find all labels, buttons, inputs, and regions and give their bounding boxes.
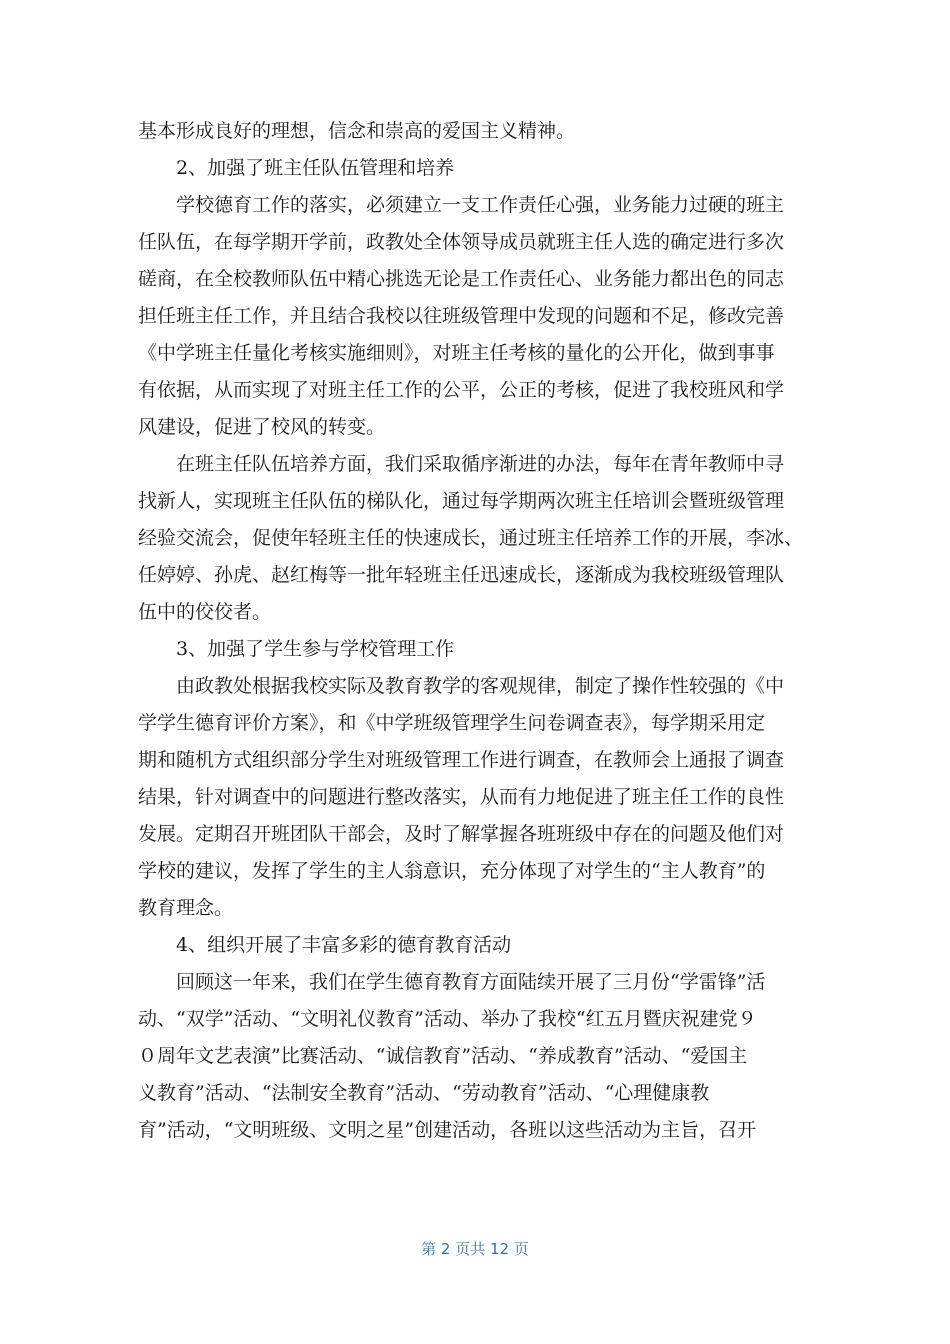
text-line: 发展。定期召开班团队干部会，及时了解掌握各班班级中存在的问题及他们对 [138, 823, 785, 845]
paragraph-start: 回顾这一年来，我们在学生德育教育方面陆续开展了三月份“学雷锋”活 [176, 971, 766, 993]
text-line: 学学生德育评价方案》，和《中学班级管理学生问卷调查表》，每学期采用定 [138, 712, 766, 734]
paragraph-start: 由政教处根据我校实际及教育教学的客观规律，制定了操作性较强的《中 [176, 675, 785, 697]
text-line: 任队伍，在每学期开学前，政教处全体领导成员就班主任人选的确定进行多次 [138, 231, 785, 253]
text-line: 《中学班主任量化考核实施细则》，对班主任考核的量化的公开化，做到事事 [138, 342, 775, 364]
paragraph-start: 在班主任队伍培养方面，我们采取循序渐进的办法，每年在青年教师中寻 [176, 453, 785, 475]
text-line: 伍中的佼佼者。 [138, 601, 272, 623]
text-line: 育”活动，“文明班级、文明之星”创建活动，各班以这些活动为主旨，召开 [138, 1119, 757, 1141]
section-heading: 2、加强了班主任队伍管理和培养 [176, 157, 455, 179]
text-line: 教育理念。 [138, 897, 234, 919]
text-line: 学校的建议，发挥了学生的主人翁意识，充分体现了对学生的“主人教育”的 [138, 860, 766, 882]
text-line: 有依据，从而实现了对班主任工作的公平，公正的考核，促进了我校班风和学 [138, 379, 785, 401]
text-line: 期和随机方式组织部分学生对班级管理工作进行调查，在教师会上通报了调查 [138, 749, 785, 771]
text-line: 磋商，在全校教师队伍中精心挑选无论是工作责任心、业务能力都出色的同志 [138, 268, 785, 290]
text-line: 风建设，促进了校风的转变。 [138, 416, 386, 438]
text-line: 任婷婷、孙虎、赵红梅等一批年轻班主任迅速成长，逐渐成为我校班级管理队 [138, 564, 785, 586]
page-number: 第 2 页共 12 页 [421, 1240, 529, 1258]
text-line: 动、“双学”活动、“文明礼仪教育”活动、举办了我校“红五月暨庆祝建党９ [138, 1008, 757, 1030]
section-heading: 4、组织开展了丰富多彩的德育教育活动 [176, 934, 512, 956]
text-line: 义教育”活动、“法制安全教育”活动、“劳动教育”活动、“心理健康教 [138, 1082, 710, 1104]
paragraph-start: 学校德育工作的落实，必须建立一支工作责任心强，业务能力过硬的班主 [176, 194, 785, 216]
text-line: 经验交流会，促使年轻班主任的快速成长，通过班主任培养工作的开展，李冰、 [138, 527, 804, 549]
text-line: 基本形成良好的理想，信念和崇高的爱国主义精神。 [138, 120, 576, 142]
text-line: 担任班主任工作，并且结合我校以往班级管理中发现的问题和不足，修改完善 [138, 305, 785, 327]
document-body [138, 113, 812, 1149]
section-heading: 3、加强了学生参与学校管理工作 [176, 638, 455, 660]
text-line: 找新人，实现班主任队伍的梯队化，通过每学期两次班主任培训会暨班级管理 [138, 490, 785, 512]
text-line: 结果，针对调查中的问题进行整改落实，从而有力地促进了班主任工作的良性 [138, 786, 785, 808]
text-line: ０周年文艺表演”比赛活动、“诚信教育”活动、“养成教育”活动、“爱国主 [138, 1045, 748, 1067]
